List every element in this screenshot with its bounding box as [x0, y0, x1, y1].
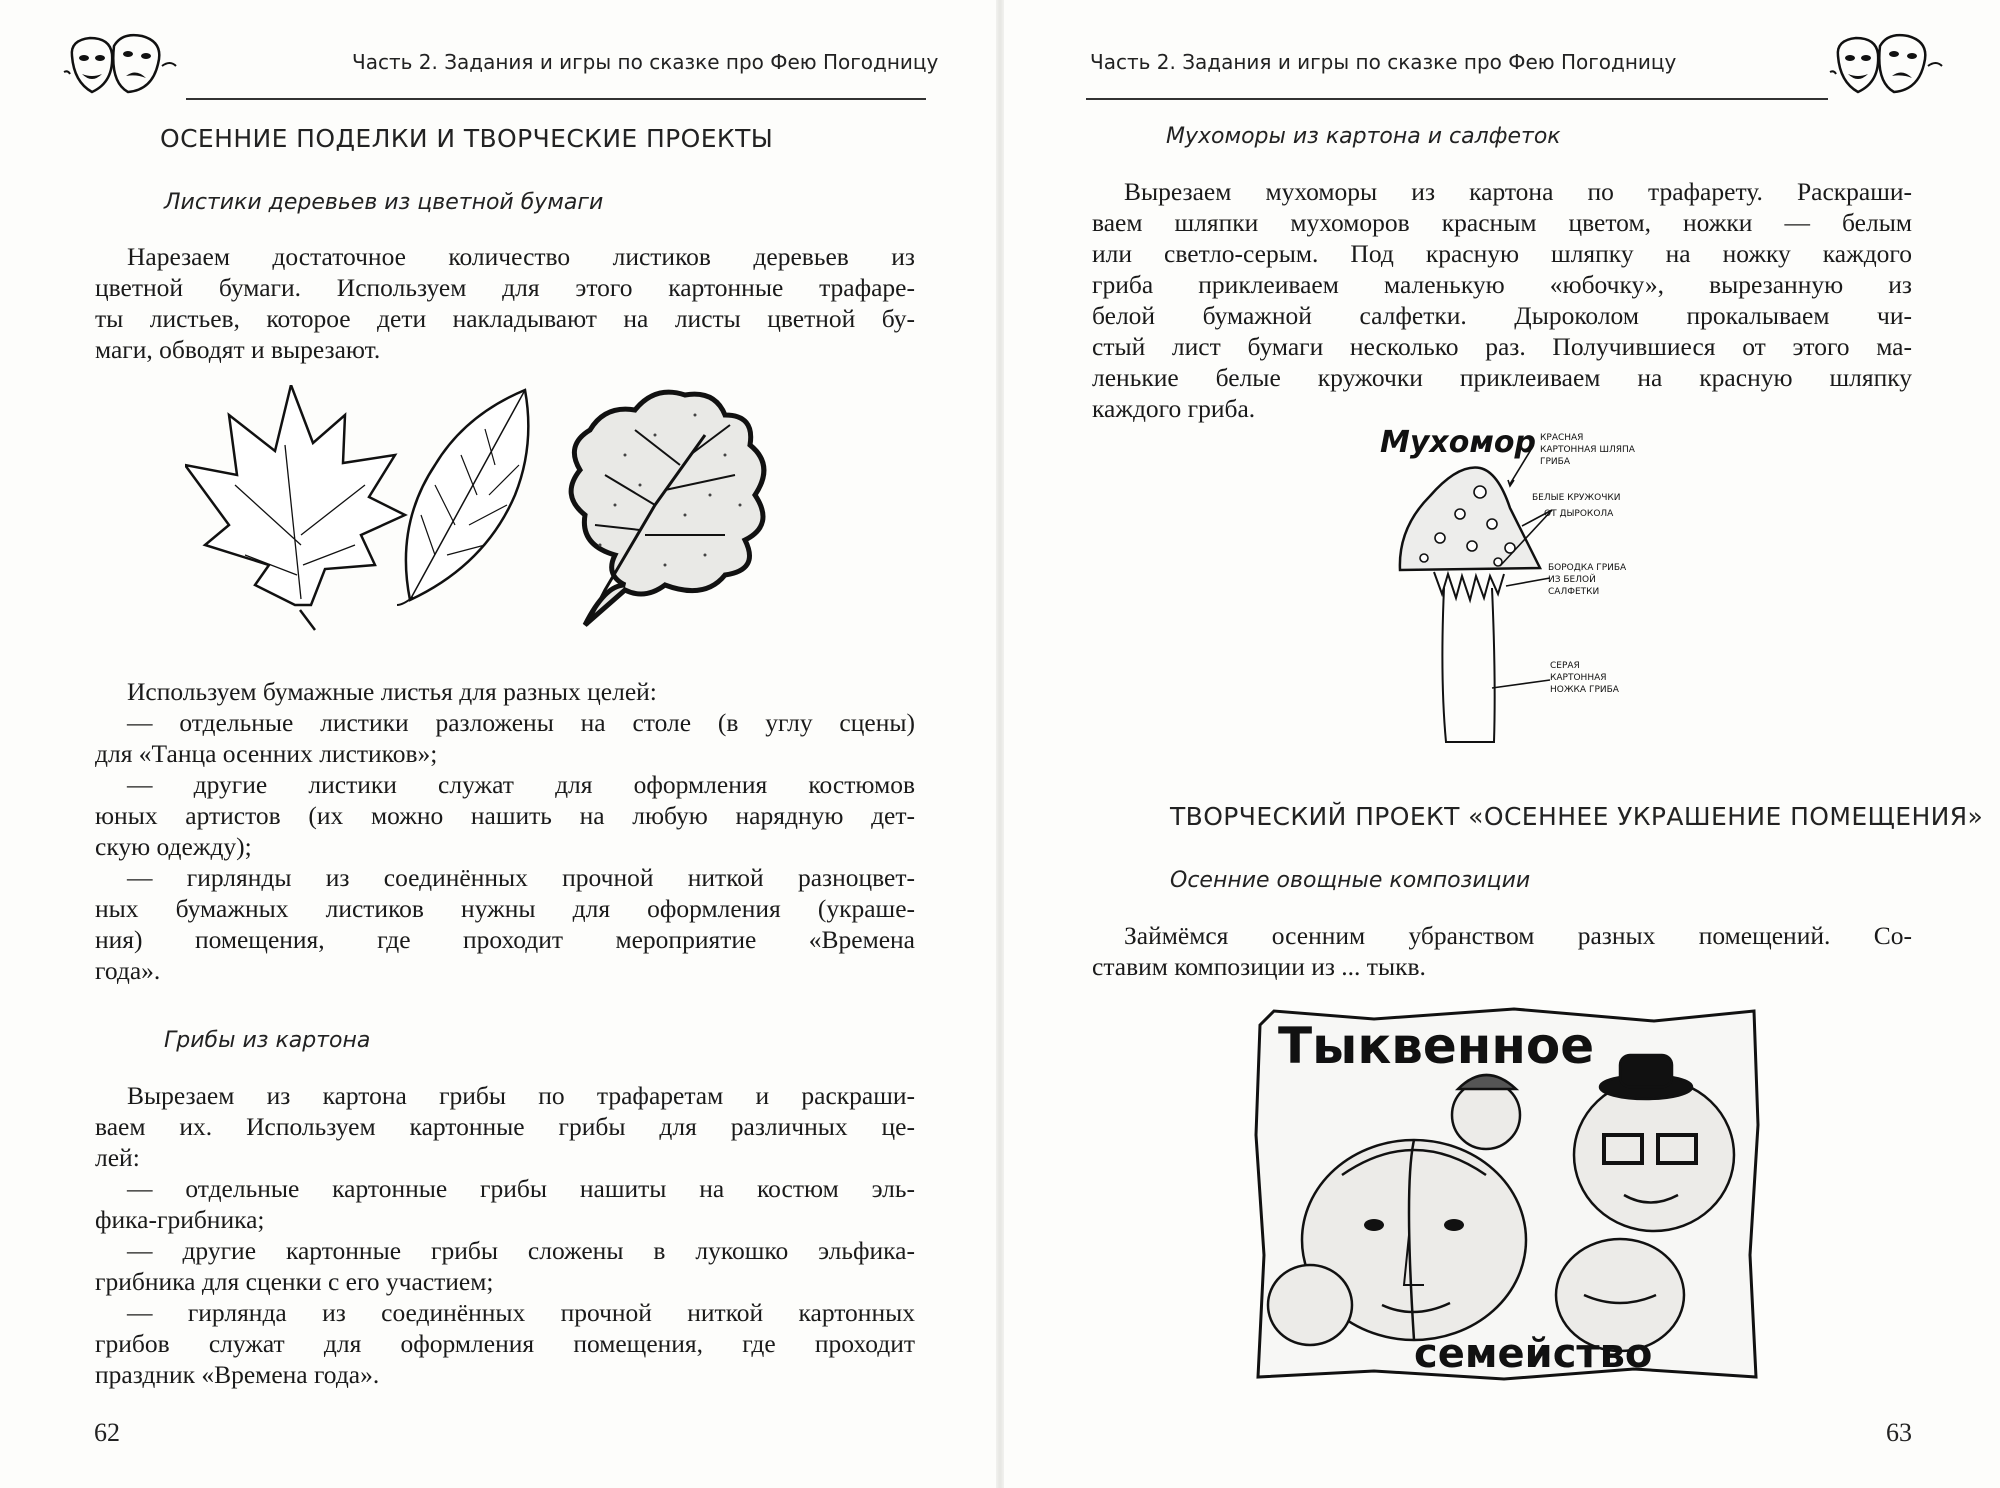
text-line: для «Танца осенних листиков»;	[95, 739, 438, 768]
picture-title-bottom: семейство	[1414, 1331, 1653, 1377]
subtitle-vegetables: Осенние овощные композиции	[1170, 868, 1531, 893]
birch-leaf-drawing	[397, 390, 528, 605]
text-line: юных артистов (их можно нашить на любую нарядную дет-	[95, 801, 915, 830]
text-line: ваем шляпки мухоморов красным цветом, ножки — белым	[1092, 208, 1912, 237]
label-stem: НОЖКА ГРИБА	[1550, 685, 1619, 695]
text-line: Займёмся осенним убранством разных помещений. Со-	[1124, 921, 1912, 950]
label-beard: БОРОДКА ГРИБА	[1548, 563, 1627, 573]
subtitle-mushrooms: Грибы из картона	[164, 1028, 371, 1053]
text-line: маги, обводят и вырезают.	[95, 335, 381, 364]
maple-leaf-drawing	[185, 385, 405, 630]
label-dots: БЕЛЫЕ КРУЖОЧКИ	[1532, 493, 1621, 503]
project-paragraph	[1092, 920, 1912, 982]
text-line: каждого гриба.	[1092, 394, 1256, 423]
text-line: белой бумажной салфетки. Дыроколом прокалываем чи-	[1092, 301, 1912, 330]
text-line: ваем их. Используем картонные грибы для различных це-	[95, 1112, 915, 1141]
mushrooms-paragraph	[95, 1080, 915, 1390]
text-line: или светло-серым. Под красную шляпку на ножку каждого	[1092, 239, 1912, 268]
list-item: — гирлянды из соединённых прочной ниткой разноцвет-	[127, 863, 915, 892]
subtitle-amanita: Мухоморы из картона и салфеток	[1166, 124, 1561, 149]
text-line: Вырезаем мухоморы из картона по трафарету. Раскраши-	[1124, 177, 1912, 206]
label-cap: КРАСНАЯ	[1540, 433, 1584, 443]
oak-leaf-drawing	[571, 392, 764, 625]
text-line: скую одежду);	[95, 832, 252, 861]
section-title-project: ТВОРЧЕСКИЙ ПРОЕКТ «ОСЕННЕЕ УКРАШЕНИЕ ПОМЕЩЕНИЯ»	[1170, 802, 1984, 831]
text-line: года».	[95, 956, 161, 985]
text-line: ленькие белые кружочки приклеиваем на красную шляпку	[1092, 363, 1912, 392]
list-item: — другие картонные грибы сложены в лукошко эльфика-	[127, 1236, 915, 1265]
label-stem: КАРТОННАЯ	[1550, 673, 1607, 683]
text-line: лей:	[95, 1143, 140, 1172]
text-line: цветной бумаги. Используем для этого картонные трафаре-	[95, 273, 915, 302]
label-cap: ГРИБА	[1540, 457, 1570, 467]
theatre-masks-icon	[1828, 26, 1948, 106]
label-stem: СЕРАЯ	[1550, 661, 1580, 671]
amanita-stem	[1442, 588, 1494, 742]
text-line: грибника для сценки с его участием;	[95, 1267, 494, 1296]
leaves-intro-paragraph	[95, 241, 915, 365]
text-line: праздник «Времена года».	[95, 1360, 380, 1389]
text-line: ния) помещения, где проходит мероприятие «Времена	[95, 925, 915, 954]
label-beard: САЛФЕТКИ	[1548, 587, 1600, 597]
label-beard: ИЗ БЕЛОЙ	[1548, 575, 1596, 585]
text-line: стый лист бумаги несколько раз. Получившиеся от этого ма-	[1092, 332, 1912, 361]
list-item: — гирлянда из соединённых прочной ниткой картонных	[127, 1298, 915, 1327]
right-page	[1000, 0, 2000, 1488]
text-line: ты листьев, которое дети накладывают на листы цветной бу-	[95, 304, 915, 333]
page-number-right: 63	[1886, 1418, 1912, 1447]
text-line: Вырезаем из картона грибы по трафаретам и раскраши-	[127, 1081, 915, 1110]
text-line: Нарезаем достаточное количество листиков деревьев из	[127, 242, 915, 271]
header-rule-left	[186, 98, 926, 100]
page-number-left: 62	[94, 1418, 120, 1447]
section-title-crafts: ОСЕННИЕ ПОДЕЛКИ И ТВОРЧЕСКИЕ ПРОЕКТЫ	[160, 124, 774, 153]
amanita-drawing	[1380, 418, 1640, 748]
text-line: ставим композиции из ... тыкв.	[1092, 952, 1426, 981]
text-line: гриба приклеиваем маленькую «юбочку», вырезанную из	[1092, 270, 1912, 299]
amanita-drawing-title: Мухомор	[1380, 425, 1536, 460]
running-head-right: Часть 2. Задания и игры по сказке про Фею Погодницу	[1090, 50, 1677, 74]
leaves-uses-list	[95, 676, 915, 986]
text-line: Используем бумажные листья для разных целей:	[127, 677, 657, 706]
text-line: фика-грибника;	[95, 1205, 265, 1234]
header-rule-right	[1086, 98, 1828, 100]
theatre-masks-icon	[62, 26, 182, 106]
list-item: — другие листики служат для оформления костюмов	[127, 770, 915, 799]
running-head-left: Часть 2. Задания и игры по сказке про Фею Погодницу	[352, 50, 939, 74]
subtitle-leaves: Листики деревьев из цветной бумаги	[164, 190, 604, 215]
amanita-paragraph	[1092, 176, 1912, 424]
picture-title-top: Тыквенное	[1278, 1017, 1595, 1075]
small-pumpkin-left	[1268, 1265, 1352, 1345]
text-line: ных бумажных листиков нужны для оформления (украше-	[95, 894, 915, 923]
label-cap: КАРТОННАЯ ШЛЯПА	[1540, 445, 1635, 455]
text-line: грибов служат для оформления помещения, где проходит	[95, 1329, 915, 1358]
small-pumpkin-top	[1452, 1075, 1520, 1149]
pumpkin-family-picture	[1254, 1005, 1762, 1383]
list-item: — отдельные картонные грибы нашиты на костюм эль-	[127, 1174, 915, 1203]
label-dots: ОТ ДЫРОКОЛА	[1544, 509, 1614, 519]
list-item: — отдельные листики разложены на столе (в углу сцены)	[127, 708, 915, 737]
leaves-illustration	[185, 385, 840, 635]
